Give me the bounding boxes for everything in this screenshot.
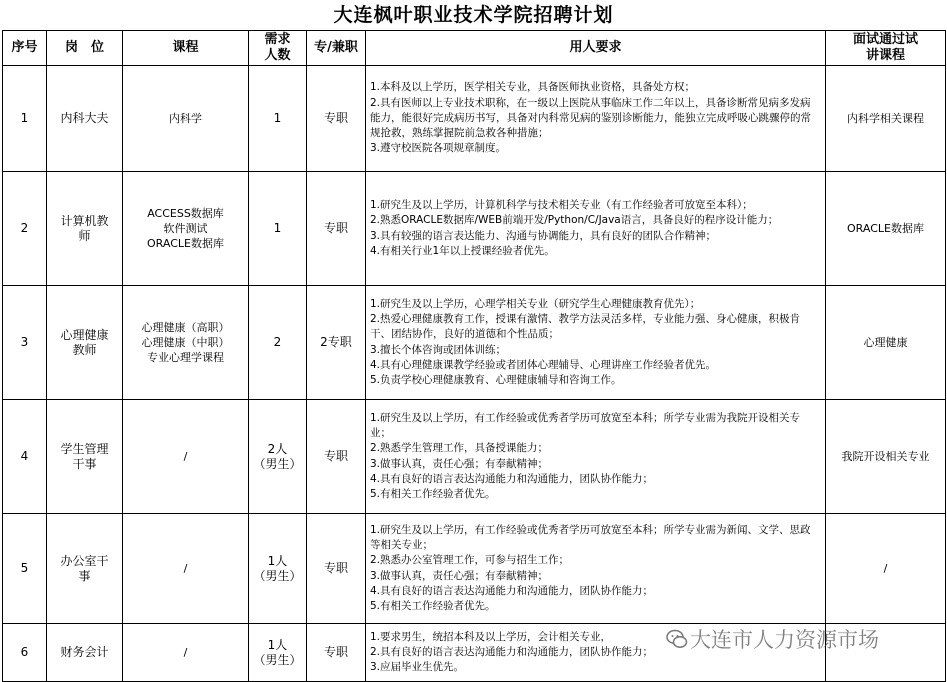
requirement-line: 3.遵守校医院各项规章制度。: [370, 142, 507, 155]
requirement-line: 1.研究生及以上学历，心理学相关专业（研究学生心理健康教育优先）；: [370, 297, 701, 310]
row-count: 1人 （男生）: [249, 624, 307, 682]
header-type: 专/兼职: [307, 31, 366, 66]
row-type: 2专职: [307, 286, 366, 400]
row-count: 2人 （男生）: [249, 400, 307, 514]
requirement-line: 1.研究生及以上学历，计算机科学与技术相关专业（有工作经验者可放宽至本科）；: [370, 199, 753, 212]
requirement-line: 2.具有良好的语言表达沟通能力和沟通能力，团队协作能力；: [370, 645, 654, 658]
position-text: 心理健康教师: [60, 327, 109, 357]
requirement-line: 3.做事认真，责任心强；有奉献精神；: [370, 569, 549, 582]
requirement-line: 1.要求男生，统招本科及以上学历，会计相关专业，: [370, 630, 612, 643]
header-seq: 序号: [3, 31, 47, 66]
table-row: [3, 286, 946, 400]
row-requirements: [366, 172, 826, 286]
requirement-line: 3.具有较强的语言表达能力、沟通与协调能力，具有良好的团队合作精神；: [370, 229, 717, 242]
header-trial-text: 面试通过试讲课程: [852, 32, 918, 63]
row-seq: 3: [3, 286, 47, 400]
row-trial: ORACLE数据库: [826, 172, 946, 286]
requirement-line: 4.有相关行业1年以上授课经验者优先。: [370, 244, 555, 257]
requirement-line: 2.具有医师以上专业技术职称，在一级以上医院从事临床工作二年以上，具备诊断常见病多发病能力，能很好完成病历书写，具备对内科常见病的鉴别诊断能力，能独立完成呼吸心跳骤停的常规抢救，熟练掌握院前急救各种措施；: [370, 96, 811, 140]
table-row: [3, 514, 946, 624]
row-trial: /: [826, 514, 946, 624]
row-requirements: [366, 66, 826, 172]
row-position: [47, 172, 123, 286]
row-count: 2: [249, 286, 307, 400]
requirement-line: 5.有相关工作经验者优先。: [370, 487, 496, 500]
requirement-line: 3.擅长个体咨询或团体训练；: [370, 343, 507, 356]
row-course: 内科学: [123, 66, 249, 172]
row-seq: 1: [3, 66, 47, 172]
row-course: ACCESS数据库 软件测试 ORACLE数据库: [123, 172, 249, 286]
requirement-line: 5.有相关工作经验者优先。: [370, 599, 496, 612]
header-course: 课程: [123, 31, 249, 66]
row-position: [47, 66, 123, 172]
position-text: 学生管理干事: [60, 441, 109, 471]
row-seq: 6: [3, 624, 47, 682]
row-trial: 心理健康: [826, 286, 946, 400]
row-count: 1: [249, 172, 307, 286]
requirement-line: 1.本科及以上学历，医学相关专业，具备医师执业资格，具备处方权；: [370, 81, 696, 94]
position-text: 财务会计: [60, 645, 109, 659]
header-count: [249, 31, 307, 66]
wechat-icon: [666, 628, 688, 650]
table-row: [3, 400, 946, 514]
row-position: [47, 624, 123, 682]
row-count: 1人 （男生）: [249, 514, 307, 624]
row-type: 专职: [307, 66, 366, 172]
row-requirements: [366, 286, 826, 400]
page-title: 大连枫叶职业技术学院招聘计划: [333, 4, 614, 26]
row-trial: 我院开设相关专业: [826, 400, 946, 514]
recruitment-table: [2, 30, 946, 682]
header-requirements: 用人要求: [366, 31, 826, 66]
row-count: 1: [249, 66, 307, 172]
requirement-line: 1.研究生及以上学历，有工作经验或优秀者学历可放宽至本科；所学专业需为我院开设相关专业；: [370, 411, 801, 440]
requirement-line: 2.熟悉学生管理工作，具备授课能力；: [370, 442, 549, 455]
requirement-line: 5.负责学校心理健康教育、心理健康辅导和咨询工作。: [370, 373, 622, 386]
row-type: 专职: [307, 172, 366, 286]
row-seq: 2: [3, 172, 47, 286]
watermark: 大连市人力资源市场: [690, 628, 879, 652]
row-course: 心理健康（高职） 心理健康（中职） 专业心理学课程: [123, 286, 249, 400]
requirement-line: 2.熟悉ORACLE数据库/WEB前端开发/Python/C/Java语言，具备良好的程序设计能力；: [370, 214, 779, 227]
row-requirements: [366, 400, 826, 514]
position-text: 办公室干事: [60, 553, 109, 583]
position-text: 内科大夫: [60, 111, 109, 125]
table-row: [3, 66, 946, 172]
row-seq: 4: [3, 400, 47, 514]
requirement-line: 2.熟悉办公室管理工作，可参与招生工作；: [370, 554, 570, 567]
requirement-line: 4.具有良好的语言表达沟通能力和沟通能力，团队协作能力；: [370, 472, 654, 485]
row-type: 专职: [307, 514, 366, 624]
header-count-text: 需求人数: [264, 32, 291, 63]
row-position: [47, 514, 123, 624]
row-trial: 内科学相关课程: [826, 66, 946, 172]
row-type: 专职: [307, 400, 366, 514]
row-position: [47, 400, 123, 514]
requirement-line: 4.具有心理健康课教学经验或者团体心理辅导、心理讲座工作经验者优先。: [370, 358, 717, 371]
header-position: 岗 位: [47, 31, 123, 66]
header-trial: [826, 31, 946, 66]
position-text: 计算机教师: [60, 213, 109, 243]
row-type: 专职: [307, 624, 366, 682]
row-course: /: [123, 514, 249, 624]
requirement-line: 3.应届毕业生优先。: [370, 661, 465, 674]
row-position: [47, 286, 123, 400]
header-row: [3, 31, 946, 66]
row-course: /: [123, 624, 249, 682]
requirement-line: 3.做事认真，责任心强；有奉献精神；: [370, 457, 549, 470]
row-requirements: [366, 514, 826, 624]
row-seq: 5: [3, 514, 47, 624]
requirement-line: 1.研究生及以上学历，有工作经验或优秀者学历可放宽至本科；所学专业需为新闻、文学、思政等相关专业；: [370, 523, 811, 552]
requirement-line: 4.具有良好的语言表达沟通能力和沟通能力，团队协作能力；: [370, 584, 654, 597]
requirement-line: 2.热爱心理健康教育工作，授课有激情、教学方法灵活多样，专业能力强、身心健康，积极肯干、团结协作，良好的道德和个性品质；: [370, 313, 801, 341]
table-row: [3, 172, 946, 286]
row-course: /: [123, 400, 249, 514]
